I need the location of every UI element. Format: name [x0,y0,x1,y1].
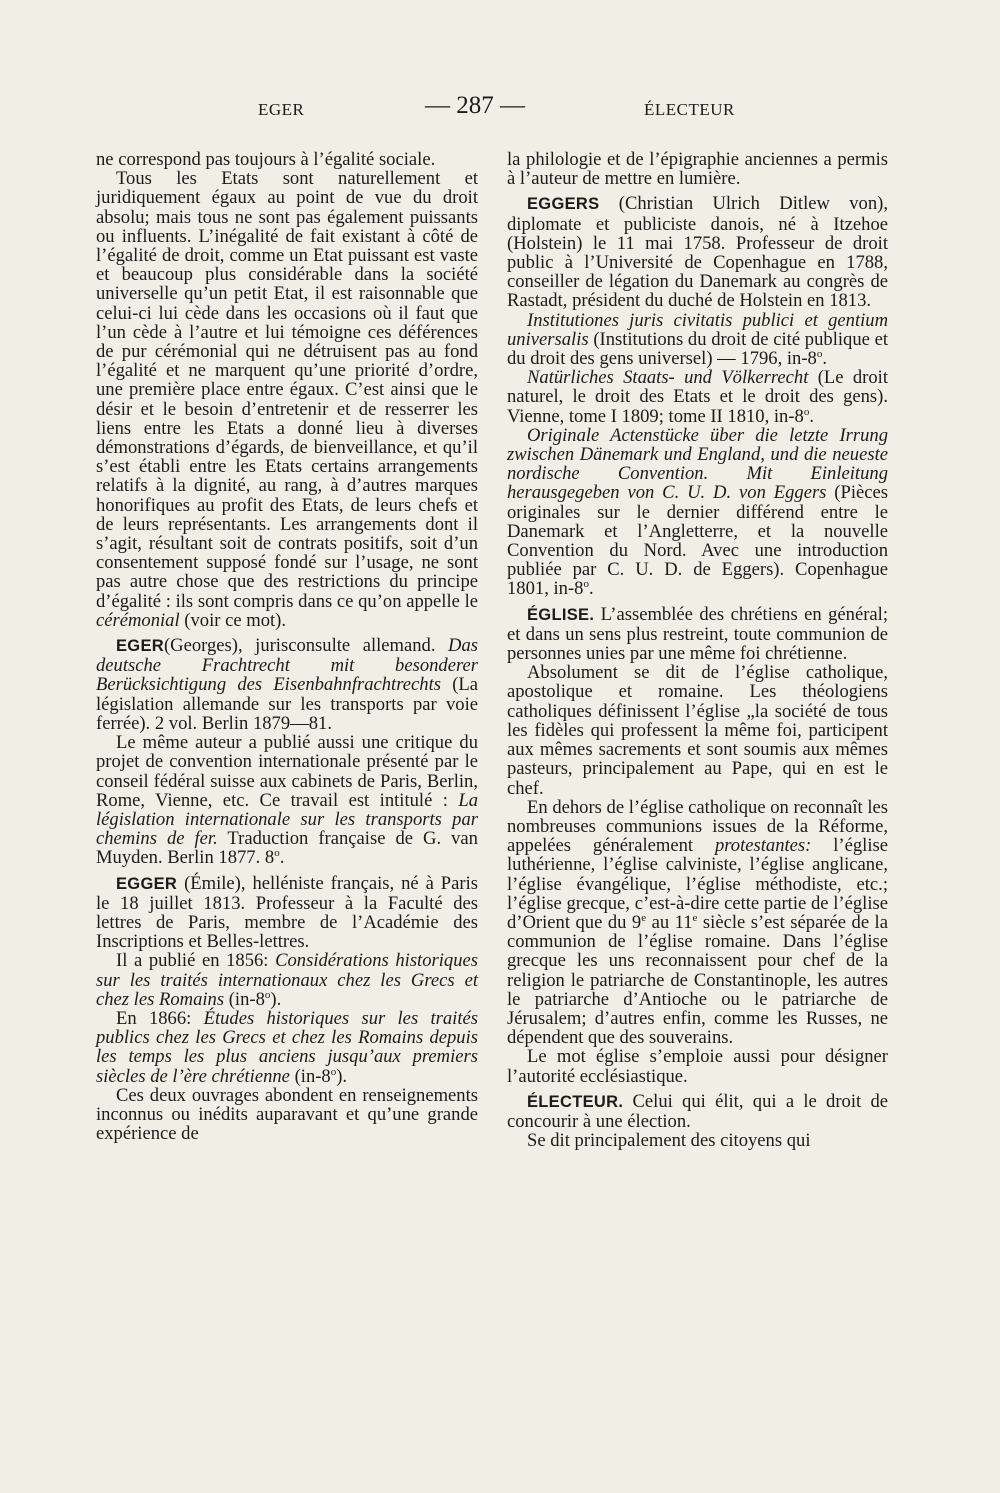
entry-electeur-p2: Se dit principalement des citoyens qui [527,1130,811,1152]
work-title: Études historiques sur les traités publics chez les Grecs et chez les Romains depuis les temps les plus anciens jusqu’aux premiers siècles de l’ère chrétienne [96,1007,478,1087]
entry-text: (Institutions du droit de cité publique et du droit des gens universel) — 1796, in-8 [507,328,888,370]
entry-text: (in-8 [289,1065,331,1087]
superscript: e [692,911,698,924]
entry-text: siècle s’est séparée de la communion de l’église romaine. Dans l’église grecque les uns reconnaissent pour chef de la religion le patriarche de Constantinople, les autres le patriarche d’Antioche ou le patriarche de Jérusalem; d’autres enfin, comme les Russes, ne dépendent que des souverains. [507,911,888,1049]
paragraph-continuation: ne correspond pas toujours à l’égalité sociale. [96,149,436,170]
entry-text: L’assemblée des chrétiens en général; et dans un sens plus restreint, toute communion de personnes unies par une même foi chrétienne. [507,603,888,665]
work-title: Originale Actenstücke über die letzte Irrung zwischen Dänemark und England, und die neueste nordische Convention. Mit Einleitung herausgegeben von C. U. D. von Eggers [507,424,888,504]
page-number: — 287 — [425,92,525,119]
entry-eger-critique [96,733,478,867]
entry-text: . [822,348,828,370]
entry-egger-work2 [96,1009,478,1086]
work-title: Institutiones juris civitatis publici et gentium universalis [507,309,888,350]
running-header [0,92,1000,126]
headword-eger: EGER [116,637,164,656]
entry-egger-note: Ces deux ouvrages abondent en renseignements inconnus ou inédits auparavant et qu’une grande expérience de [96,1084,478,1145]
entry-eggers-work2 [507,368,888,426]
entry-eggers-work3 [507,426,888,599]
entry-text: Celui qui élit, qui a le droit de concourir à une élection. [507,1090,888,1132]
entry-text: (Pièces originales sur le dernier différend entre le Danemark et l’Angletterre, et la nouvelle Convention du Nord. Avec une introduction publiée par C. U. D. de Eggers). Copenhague 1801, in-8 [507,482,888,600]
superscript: o [330,1065,337,1078]
headword-eglise: ÉGLISE. [527,605,595,624]
paragraph-equality [96,169,478,630]
work-title: La législation internationale sur les transports par chemins de fer. [96,789,478,850]
superscript: o [803,405,810,418]
superscript: o [816,347,823,360]
entry-text: (in-8 [224,988,265,1010]
entry-electeur [507,1092,888,1131]
entry-egger [96,874,478,952]
paragraph-continuation: la philologie et de l’épigraphie anciennes a permis à l’auteur de mettre en lumière. [507,149,888,190]
header-left: EGER [258,100,305,119]
work-title: Considérations historiques sur les traités internationaux chez les Grecs et chez les Romains [96,950,479,1010]
work-title: Das deutsche Frachtrecht mit besonderer Berücksichtigung des Eisenbahnfrachtrechts [96,635,478,696]
superscript: o [264,988,271,1001]
entry-text: (Georges), jurisconsulte allemand. [163,635,436,657]
entry-eglise-p2: Absolument se dit de l’église catholique, apostolique et romaine. Les théologiens catholiques définissent l’église „la société de tous les fidèles qui professent la même foi, participent aux mêmes sacrements et sont soumis aux mêmes pasteurs, principalement au Pape, qui en est le chef. [507,662,888,799]
entry-text: ). [270,988,282,1010]
right-column [507,150,888,1150]
entry-text: . [809,405,814,427]
italic-term: protestantes: [714,835,812,857]
headword-egger: EGGER [116,874,178,893]
italic-term: cérémonial [96,609,180,631]
superscript: o [274,847,280,860]
headword-electeur: ÉLECTEUR. [527,1092,624,1111]
entry-text: Traduction française de G. van Muyden. Berlin 1877. 8 [96,828,478,869]
entry-eglise-p4: Le mot église s’emploie aussi pour désigner l’autorité ecclésiastique. [507,1046,888,1087]
header-right: ÉLECTEUR [644,100,735,119]
entry-text: (Émile), helléniste français, né à Paris le 18 juillet 1813. Professeur à la Faculté des lettres de Paris, membre de l’Académie des Inscriptions et Belles-lettres. [96,872,478,953]
entry-eggers-work1 [507,311,888,369]
entry-text: l’église luthérienne, l’église calviniste, l’église anglicane, l’église évangélique, l’église méthodiste, etc.; l’église grecque, c’est-à-dire cette partie de l’église d’Orient que du 9 [507,835,888,933]
entry-text: En dehors de l’église catholique on reconnaît les nombreuses communions issues de la Réforme, appelées généralement [507,796,888,857]
entry-eglise [507,605,888,664]
entry-text: Il a publié en 1856: [116,950,276,972]
entry-eglise-p3 [507,798,888,1048]
work-title: Natürliches Staats- und Völkerrecht [527,367,809,389]
paragraph-text: Tous les Etats sont naturellement et juridiquement égaux au point de vue du droit absolu; mais tous ne sont pas également puissants ou influents. L’inégalité de fait existant à côté de l’égalité de droit, comme un Etat puissant est vaste et beaucoup plus considérable dans la société universelle qu’un petit Etat, il est raisonnable que celui-ci lui cède dans les occasions où il faut que l’un cède à l’autre et lui témoigne ces déférences de pur cérémonial qui ne détruisent pas au fond l’égalité et ne marquent qu’une priorité d’ordre, une première place entre égaux. C’est ainsi que le désir et le besoin d’entretenir et de resserrer les liens entre les Etats a donné lieu à diverses démonstrations d’égards, de bienveillance, et qu’il s’est établi entre les Etats certains arrangements relatifs à la dignité, au rang, à d’autres marques honorifiques au profit des Etats, de leurs chefs et de leurs représentants. Les arrangements dont il s’agit, résultant soit de contrats positifs, soit d’un consentement supposé fondé sur l’usage, ne sont pas autre chose que des restrictions du principe d’égalité : ils sont compris dans ce qu’on appelle le [96,168,478,612]
paragraph-text-end: (voir ce mot). [179,609,287,631]
entry-text: ). [336,1065,348,1087]
entry-text: . [588,578,594,600]
entry-eger [96,636,478,733]
superscript: e [641,911,647,924]
left-column [96,150,478,1143]
entry-text: (La législation allemande sur les transports par voie ferrée). 2 vol. Berlin 1879—81. [96,674,478,734]
entry-text: En 1866: [116,1007,204,1029]
entry-text: . [279,847,285,869]
entry-egger-work1 [96,951,478,1009]
entry-text: Le même auteur a publié aussi une critique du projet de convention internationale présenté par le conseil fédéral suisse aux cabinets de Paris, Berlin, Rome, Vienne, etc. Ce travail est intitulé : [96,732,478,811]
entry-eggers [507,194,888,310]
superscript: o [583,578,589,591]
entry-text: (Christian Ulrich Ditlew von), diplomate et publiciste danois, né à Itzehoe (Holstein) le 11 mai 1758. Professeur de droit public à l’Université de Copenhague en 1788, conseiller de légation du Danemark au congrès de Rastadt, président du duché de Holstein en 1813. [507,193,888,312]
entry-text: (Le droit naturel, le droit des Etats et le droit des gens). Vienne, tome I 1809; tome II 1810, in-8 [507,367,888,427]
headword-eggers: EGGERS [527,195,600,214]
entry-text: au 11 [646,911,693,933]
